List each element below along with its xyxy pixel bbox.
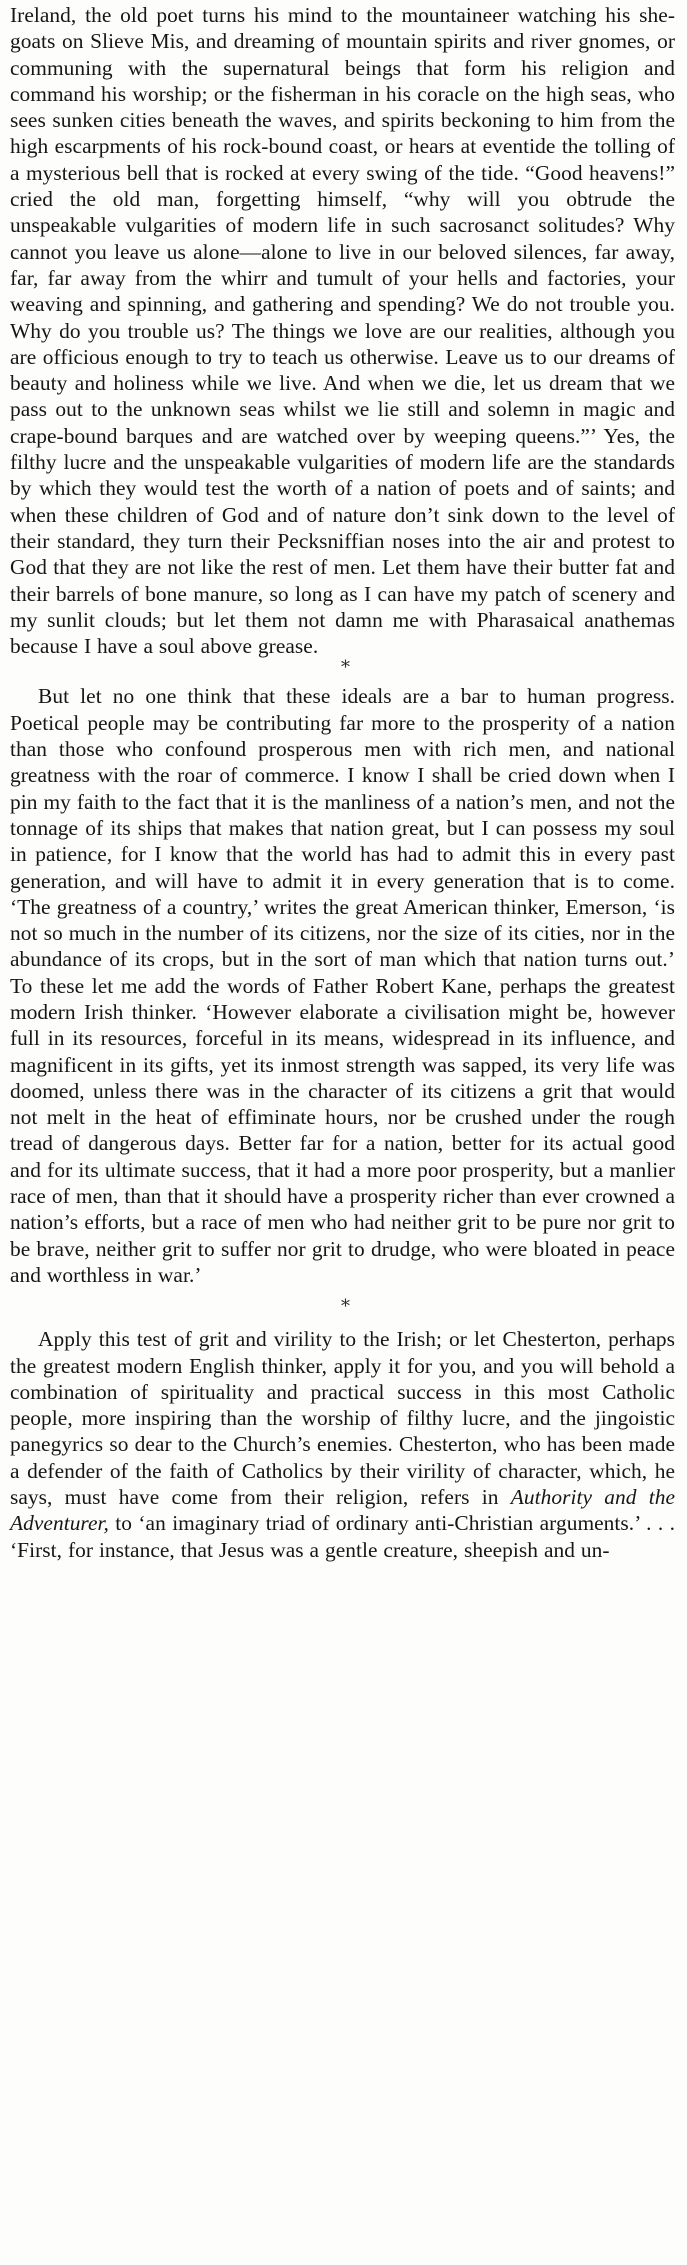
paragraph-text-after-italic: to ‘an imaginary triad of ordinary anti-Christian arguments.’ . . . ‘First, for instance, that Jesus was a gentle creature, sheepish and un- [10,1511,675,1562]
paragraph-text-before-italic: Apply this test of grit and virility to the Irish; or let Chesterton, perhaps the greatest modern English thinker, apply it for you, and you will behold a combination of spirituality and practical success in this most Catholic people, more inspiring than the worship of filthy lucre, and the jingoistic panegyrics so dear to the Church’s enemies. Chesterton, who has been made a defender of the faith of Catholics by their virility of character, which, he says, must have come from their religion, refers in [10,1327,675,1510]
paragraph-progress-ideals: But let no one think that these ideals are a bar to human progress. Poetical people may be contributing far more to the prosperity of a nation than those who confound prosperous men with rich men, and national greatness with the roar of commerce. I know I shall be cried down when I pin my faith to the fact that it is the manliness of a nation’s men, and not the tonnage of its ships that makes that nation great, but I can possess my soul in patience, for I know that the world has had to admit this in every past generation, and will have to admit it in every generation that is to come. ‘The greatness of a country,’ writes the great American thinker, Emerson, ‘is not so much in the number of its citizens, nor the size of its cities, nor in the abundance of its crops, but in the sort of man which that nation turns out.’ To these let me add the words of Father Robert Kane, perhaps the greatest modern Irish thinker. ‘However elaborate a civilisation might be, however full in its resources, forceful in its means, widespread in its influence, and magnificent in its gifts, yet its inmost strength was sapped, its very life was doomed, unless there was in the character of its citizens a grit that would not melt in the heat of effiminate hours, nor be crushed under the rough tread of dangerous days. Better far for a nation, better for its actual good and for its ultimate success, that it had a more poor prosperity, but a manlier race of men, than that it should have a prosperity richer than ever crowned a nation’s efforts, but a race of men who had neither grit to be pure nor grit to be brave, neither grit to suffer nor grit to drudge, who were bloated in peace and worthless in war.’ [10,684,675,1287]
paragraph-grit-virility [10,1326,675,1563]
section-separator-star: * [341,1296,350,1318]
section-separator-star: * [341,657,350,679]
book-title-italic: Authority and the Adventurer, [10,1485,675,1536]
paragraph-continuation: Ireland, the old poet turns his mind to the mountaineer watching his she-goats on Slieve Mis, and dreaming of mountain spirits and river gnomes, or communing with the supernatural beings that form his religion and command his worship; or the fisherman in his coracle on the high seas, who sees sunken cities beneath the waves, and spirits beckoning to him from the high escarpments of his rock-bound coast, or hears at eventide the tolling of a mysterious bell that is rocked at every swing of the tide. “Good heavens!” cried the old man, forgetting himself, “why will you obtrude the unspeakable vulgarities of modern life in such sacrosanct solitudes? Why cannot you leave us alone—alone to live in our beloved silences, far away, far, far away from the whirr and tumult of your hells and factories, your weaving and spinning, and gathering and spending? We do not trouble you. Why do you trouble us? The things we love are our realities, although you are officious enough to try to teach us otherwise. Leave us to our dreams of beauty and holiness while we live. And when we die, let us dream that we pass out to the unknown seas whilst we lie still and solemn in magic and crape-bound barques and are watched over by weeping queens.”’ Yes, the filthy lucre and the unspeakable vulgarities of modern life are the standards by which they would test the worth of a nation of poets and of saints; and when these children of God and of nature don’t sink down to the level of their standard, they turn their Pecksniffian noses into the air and protest to God that they are not like the rest of men. Let them have their butter fat and their barrels of bone manure, so long as I can have my patch of scenery and my sunlit clouds; but let them not damn me with Pharasaical anathemas because I have a soul above grease. [10,3,675,659]
